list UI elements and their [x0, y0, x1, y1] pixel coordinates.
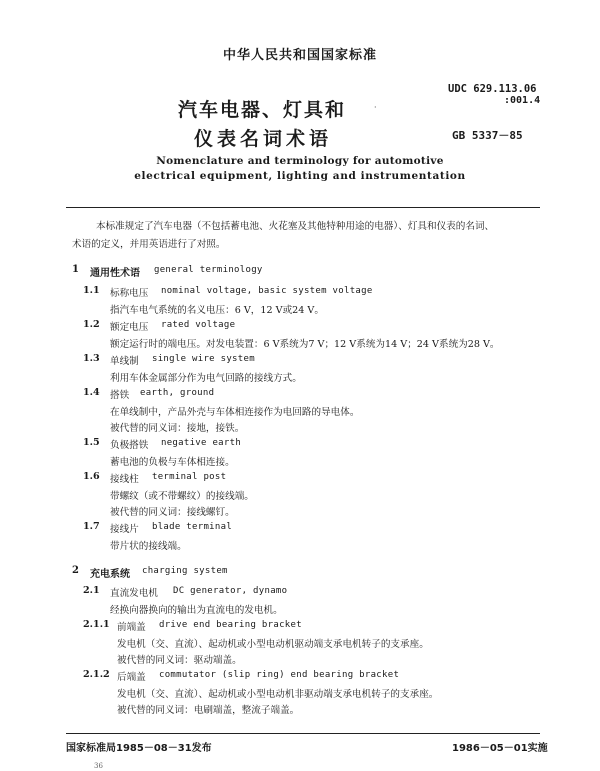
term-name: 标称电压 — [110, 288, 149, 299]
term-english: nominal voltage, basic system voltage — [161, 286, 373, 296]
term-english: blade terminal — [152, 522, 233, 532]
term-name: 额定电压 — [110, 322, 149, 333]
term-english: rated voltage — [161, 320, 236, 330]
term-english: drive end bearing bracket — [159, 620, 302, 630]
term-definition: 带片状的接线端。 — [110, 541, 187, 552]
footer-divider — [66, 733, 540, 734]
term-synonym: 被代替的同义词：接线螺钉。 — [110, 507, 235, 518]
udc-code-continuation: :001.4 — [504, 95, 541, 106]
document-title-line2: 仪表名词术语 — [194, 128, 333, 150]
term-definition: 在单线制中，产品外壳与车体相连接作为电回路的导电体。 — [110, 407, 360, 418]
stray-dot-mark: · — [374, 103, 377, 112]
header-divider — [66, 207, 540, 208]
term-number: 2.1.2 — [83, 669, 110, 680]
term-number: 1.3 — [83, 353, 100, 364]
udc-code: UDC 629.113.06 — [448, 83, 537, 95]
term-name: 直流发电机 — [110, 588, 158, 599]
term-definition: 发电机（交、直流）、起动机或小型电动机非驱动端支承电机转子的支承座。 — [117, 689, 439, 700]
term-definition: 经换向器换向的输出为直流电的发电机。 — [110, 605, 283, 616]
term-number: 1.4 — [83, 387, 100, 398]
gb-standard-number: GB 5337－85 — [452, 129, 523, 142]
term-name: 接线片 — [110, 524, 139, 535]
intro-paragraph-line2: 术语的定义，并用英语进行了对照。 — [72, 239, 226, 250]
term-number: 1.7 — [83, 521, 100, 532]
term-name: 负极搭铁 — [110, 440, 149, 451]
section-title-english: general terminology — [154, 265, 263, 275]
term-number: 1.5 — [83, 437, 100, 448]
section-number: 2 — [72, 565, 79, 576]
term-name: 前端盖 — [117, 622, 146, 633]
intro-paragraph-line1: 本标准规定了汽车电器（不包括蓄电池、火花塞及其他特种用途的电器）、灯具和仪表的名词、 — [96, 221, 495, 232]
section-title-english: charging system — [142, 566, 228, 576]
term-definition: 发电机（交、直流）、起动机或小型电动机驱动端支承电机转子的支承座。 — [117, 639, 429, 650]
term-number: 1.6 — [83, 471, 100, 482]
term-number: 1.1 — [83, 285, 100, 296]
term-definition: 带螺纹（或不带螺纹）的接线端。 — [110, 491, 254, 502]
standard-authority-header: 中华人民共和国国家标准 — [222, 48, 377, 63]
term-english: terminal post — [152, 472, 227, 482]
effective-date: 1986－05－01实施 — [452, 743, 548, 754]
term-name: 后端盖 — [117, 672, 146, 683]
term-definition: 指汽车电气系统的名义电压：6 V，12 V或24 V。 — [110, 305, 324, 316]
term-synonym: 被代替的同义词：接地，接铁。 — [110, 423, 245, 434]
term-definition: 额定运行时的端电压。对发电装置：6 V系统为7 V；12 V系统为14 V；24 V系统为28 V。 — [110, 339, 500, 350]
document-title-line1: 汽车电器、灯具和 — [178, 99, 347, 121]
term-number: 1.2 — [83, 319, 100, 330]
term-number: 2.1.1 — [83, 619, 110, 630]
term-definition: 利用车体金属部分作为电气回路的接线方式。 — [110, 373, 302, 384]
term-number: 2.1 — [83, 585, 100, 596]
section-title: 通用性术语 — [90, 268, 140, 279]
page-number: 36 — [94, 762, 103, 770]
term-synonym: 被代替的同义词：电刷端盖，整流子端盖。 — [117, 705, 300, 716]
term-english: negative earth — [161, 438, 242, 448]
term-synonym: 被代替的同义词：驱动端盖。 — [117, 655, 242, 666]
english-title-line2: electrical equipment, lighting and instrumentation — [134, 170, 466, 182]
issue-date: 国家标准局1985－08－31发布 — [66, 743, 212, 754]
term-name: 单线制 — [110, 356, 139, 367]
term-definition: 蓄电池的负极与车体相连接。 — [110, 457, 235, 468]
term-english: single wire system — [152, 354, 255, 364]
english-title-line1: Nomenclature and terminology for automotive — [156, 155, 444, 167]
term-name: 接线柱 — [110, 474, 139, 485]
section-number: 1 — [72, 264, 79, 275]
section-title: 充电系统 — [90, 569, 130, 580]
term-english: commutator (slip ring) end bearing bracket — [159, 670, 400, 680]
term-name: 搭铁 — [110, 390, 130, 401]
term-english: earth, ground — [140, 388, 215, 398]
term-english: DC generator, dynamo — [173, 586, 288, 596]
